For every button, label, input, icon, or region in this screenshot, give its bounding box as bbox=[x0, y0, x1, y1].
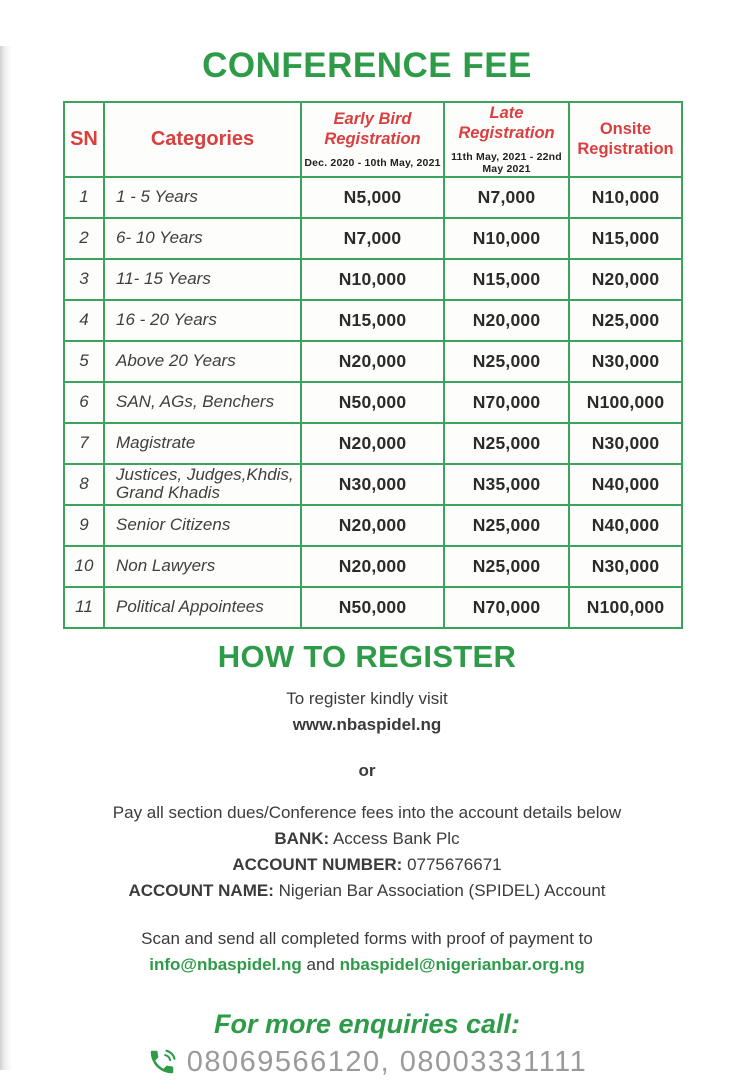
header-early-bird bbox=[301, 102, 444, 177]
late-fee-cell: N7,000 bbox=[444, 177, 569, 218]
late-fee-cell: N25,000 bbox=[444, 423, 569, 464]
early-bird-fee-cell: N30,000 bbox=[301, 464, 444, 505]
onsite-fee-cell: N10,000 bbox=[569, 177, 682, 218]
onsite-fee-cell: N20,000 bbox=[569, 259, 682, 300]
conference-fee-table bbox=[63, 101, 683, 629]
account-name-label: ACCOUNT NAME: bbox=[128, 880, 274, 900]
onsite-fee-cell: N30,000 bbox=[569, 546, 682, 587]
table-header-row bbox=[64, 102, 682, 177]
phone-numbers-line bbox=[0, 1046, 734, 1079]
bank-label: BANK: bbox=[274, 828, 330, 848]
fee-table-row bbox=[64, 546, 682, 587]
how-to-register-heading: HOW TO REGISTER bbox=[217, 638, 517, 674]
onsite-fee-cell: N30,000 bbox=[569, 341, 682, 382]
header-onsite-title: Onsite Registration bbox=[577, 119, 674, 159]
fee-table-row bbox=[64, 382, 682, 423]
sn-cell: 11 bbox=[64, 587, 104, 628]
sn-cell: 4 bbox=[64, 300, 104, 341]
sn-cell: 9 bbox=[64, 505, 104, 546]
category-cell: 6- 10 Years bbox=[104, 218, 301, 259]
early-bird-fee-cell: N10,000 bbox=[301, 259, 444, 300]
pay-line: Pay all section dues/Conference fees into the account details below bbox=[112, 802, 622, 822]
or-text: or bbox=[358, 760, 376, 780]
fee-table-row bbox=[64, 587, 682, 628]
onsite-fee-cell: N25,000 bbox=[569, 300, 682, 341]
late-fee-cell: N20,000 bbox=[444, 300, 569, 341]
fee-table-row bbox=[64, 218, 682, 259]
late-fee-cell: N15,000 bbox=[444, 259, 569, 300]
header-late-title: Late Registration bbox=[458, 104, 555, 142]
fee-table-row bbox=[64, 464, 682, 505]
header-sn-label: SN bbox=[70, 127, 98, 150]
sn-cell: 3 bbox=[64, 259, 104, 300]
early-bird-fee-cell: N20,000 bbox=[301, 505, 444, 546]
early-bird-fee-cell: N5,000 bbox=[301, 177, 444, 218]
conference-fee-table-wrap bbox=[63, 101, 681, 629]
fee-table-row bbox=[64, 177, 682, 218]
account-name-line bbox=[0, 881, 734, 901]
sn-cell: 7 bbox=[64, 423, 104, 464]
onsite-fee-cell: N15,000 bbox=[569, 218, 682, 259]
fee-table-row bbox=[64, 341, 682, 382]
category-cell: 11- 15 Years bbox=[104, 259, 301, 300]
header-early-bird-dates: Dec. 2020 - 10th May, 2021 bbox=[304, 156, 441, 169]
account-number-label: ACCOUNT NUMBER: bbox=[232, 854, 403, 874]
late-fee-cell: N70,000 bbox=[444, 587, 569, 628]
category-cell: Above 20 Years bbox=[104, 341, 301, 382]
account-number-value: 0775676671 bbox=[402, 854, 502, 874]
phone-numbers[interactable]: 08069566120, 08003331111 bbox=[186, 1045, 588, 1078]
page-title: CONFERENCE FEE bbox=[202, 46, 532, 85]
late-fee-cell: N25,000 bbox=[444, 505, 569, 546]
early-bird-fee-cell: N7,000 bbox=[301, 218, 444, 259]
category-cell: 1 - 5 Years bbox=[104, 177, 301, 218]
scan-line: Scan and send all completed forms with proof of payment to bbox=[141, 928, 593, 948]
visit-line: To register kindly visit bbox=[286, 688, 448, 708]
fee-table-row bbox=[64, 300, 682, 341]
early-bird-fee-cell: N50,000 bbox=[301, 382, 444, 423]
header-categories bbox=[104, 102, 301, 177]
sn-cell: 8 bbox=[64, 464, 104, 505]
fee-table-row bbox=[64, 423, 682, 464]
sn-cell: 2 bbox=[64, 218, 104, 259]
account-name-value: Nigerian Bar Association (SPIDEL) Account bbox=[273, 880, 606, 900]
email-join-text: and bbox=[301, 954, 340, 974]
early-bird-fee-cell: N20,000 bbox=[301, 341, 444, 382]
late-fee-cell: N35,000 bbox=[444, 464, 569, 505]
enquiries-heading: For more enquiries call: bbox=[213, 1008, 521, 1039]
header-categories-label: Categories bbox=[150, 127, 255, 150]
email-line bbox=[0, 955, 734, 975]
sn-cell: 1 bbox=[64, 177, 104, 218]
account-number-line bbox=[0, 855, 734, 875]
header-late bbox=[444, 102, 569, 177]
late-fee-cell: N25,000 bbox=[444, 546, 569, 587]
header-onsite bbox=[569, 102, 682, 177]
onsite-fee-cell: N100,000 bbox=[569, 382, 682, 423]
phone-call-icon bbox=[147, 1047, 177, 1077]
sn-cell: 10 bbox=[64, 546, 104, 587]
header-sn bbox=[64, 102, 104, 177]
sn-cell: 5 bbox=[64, 341, 104, 382]
onsite-fee-cell: N40,000 bbox=[569, 464, 682, 505]
sn-cell: 6 bbox=[64, 382, 104, 423]
category-cell: Senior Citizens bbox=[104, 505, 301, 546]
email-secondary-link[interactable]: nbaspidel@nigerianbar.org.ng bbox=[339, 954, 585, 974]
scan-edge-shadow bbox=[0, 46, 12, 1070]
header-late-dates: 11th May, 2021 - 22nd May 2021 bbox=[451, 150, 562, 175]
bank-value: Access Bank Plc bbox=[329, 828, 460, 848]
category-cell: Justices, Judges,Khdis, Grand Khadis bbox=[104, 464, 301, 505]
bank-line bbox=[0, 829, 734, 849]
category-cell: Non Lawyers bbox=[104, 546, 301, 587]
fee-table-body bbox=[64, 177, 682, 628]
fee-table-row bbox=[64, 259, 682, 300]
onsite-fee-cell: N100,000 bbox=[569, 587, 682, 628]
late-fee-cell: N10,000 bbox=[444, 218, 569, 259]
onsite-fee-cell: N40,000 bbox=[569, 505, 682, 546]
late-fee-cell: N70,000 bbox=[444, 382, 569, 423]
category-cell: SAN, AGs, Benchers bbox=[104, 382, 301, 423]
email-primary-link[interactable]: info@nbaspidel.ng bbox=[149, 954, 302, 974]
early-bird-fee-cell: N50,000 bbox=[301, 587, 444, 628]
fee-table-row bbox=[64, 505, 682, 546]
website-link[interactable]: www.nbaspidel.ng bbox=[292, 714, 442, 734]
onsite-fee-cell: N30,000 bbox=[569, 423, 682, 464]
header-early-bird-title: Early Bird Registration bbox=[324, 110, 421, 148]
category-cell: 16 - 20 Years bbox=[104, 300, 301, 341]
early-bird-fee-cell: N20,000 bbox=[301, 546, 444, 587]
early-bird-fee-cell: N15,000 bbox=[301, 300, 444, 341]
category-cell: Political Appointees bbox=[104, 587, 301, 628]
category-cell: Magistrate bbox=[104, 423, 301, 464]
early-bird-fee-cell: N20,000 bbox=[301, 423, 444, 464]
late-fee-cell: N25,000 bbox=[444, 341, 569, 382]
